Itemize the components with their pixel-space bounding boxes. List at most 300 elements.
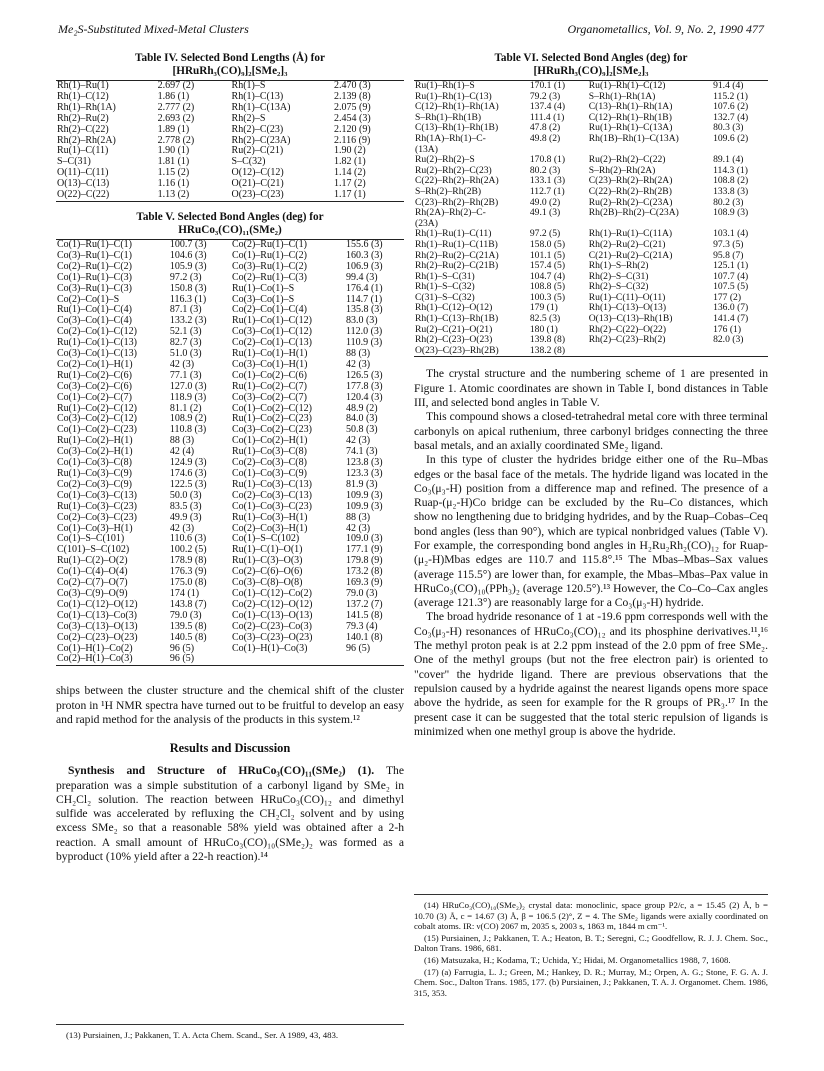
table-row	[414, 346, 768, 357]
bond-value: 97.2 (3)	[169, 271, 202, 283]
table-vi-caption	[414, 52, 768, 78]
footnote: (17) (a) Farrugia, L. J.; Green, M.; Hankey, D. R.; Murray, M.; Orpen, A. G.; Stone, F. G. A. J. Chem. Soc., Dalton Trans. 1985, 177. (b) Pursiainen, J.; Pakkanen, T. A. J. Organomet. Chem. 1986, 315, 353.	[414, 966, 768, 998]
bond-value: 47.8 (2)	[529, 122, 561, 134]
bond-label: Co(1)–Co(3)–C(23)	[231, 500, 312, 512]
bond-label: Co(2)–H(1)–Co(3)	[57, 653, 133, 665]
bond-label: Ru(2)–Rh(2)–C(23A)	[588, 196, 673, 208]
bond-label: Co(3)–C(9)–O(9)	[57, 587, 128, 599]
bond-value: 1.15 (2)	[157, 167, 190, 179]
bond-value: 80.2 (3)	[529, 164, 561, 176]
bond-value: 101.1 (5)	[529, 249, 566, 261]
bond-label: Co(1)–Co(2)–C(7)	[57, 391, 132, 403]
bond-value: 106.9 (3)	[345, 260, 383, 272]
bond-value: 177.1 (9)	[345, 544, 383, 556]
bond-label: Rh(1)–Ru(1)–C(11A)	[588, 228, 673, 240]
bond-label: Rh(2)–C(23A)	[231, 134, 291, 146]
bond-value: 104.6 (3)	[169, 249, 207, 261]
bond-value: 49.9 (3)	[169, 511, 202, 523]
bond-value	[712, 346, 768, 357]
bond-label: Co(1)–C(4)–O(4)	[57, 566, 128, 578]
bond-value: 160.3 (3)	[345, 249, 383, 261]
bond-label: Rh(2A)–Rh(2)–C-	[415, 207, 486, 219]
bond-label: Ru(1)–Co(3)–H(1)	[231, 511, 308, 523]
bond-label: Ru(2)–Rh(2)–C(22)	[588, 154, 666, 166]
bond-value: 140.1 (8)	[345, 631, 383, 643]
bond-value: 178.9 (8)	[169, 555, 207, 567]
table-row	[56, 654, 404, 665]
bond-value: 49.8 (2)	[529, 132, 561, 144]
bond-label: Co(2)–Co(3)–C(13)	[231, 489, 312, 501]
table-iv	[56, 52, 404, 202]
bond-label: Ru(1)–Co(1)–C(4)	[57, 304, 132, 316]
table-row	[56, 633, 404, 644]
bond-value: 2.075 (9)	[334, 101, 371, 113]
bond-value: 132.7 (4)	[713, 111, 749, 123]
bond-value: 126.5 (3)	[345, 369, 383, 381]
bond-label: O(22)–C(22)	[57, 189, 110, 201]
footnote: (13) Pursiainen, J.; Pakkanen, T. A. Acta Chem. Scand., Ser. A 1989, 43, 483.	[66, 1030, 339, 1040]
bond-value: 81.1 (2)	[169, 402, 202, 414]
bond-label: Co(3)–Co(1)–H(1)	[231, 358, 308, 370]
bond-label: Co(1)–Co(3)–C(13)	[57, 489, 137, 501]
bond-label: Co(3)–Co(2)–C(12)	[57, 413, 137, 425]
bond-value: 109.0 (3)	[345, 533, 383, 545]
bond-value: 137.2 (7)	[345, 598, 383, 610]
bond-value: 50.0 (3)	[169, 489, 202, 501]
bond-label: Rh(2)–S	[231, 112, 266, 124]
bond-value: 108.9 (2)	[169, 413, 207, 425]
bond-value: 120.4 (3)	[345, 391, 383, 403]
bond-label: Ru(1)–C(11)	[57, 145, 109, 157]
bond-value: 137.4 (4)	[529, 101, 566, 113]
bond-label: Ru(1)–Rh(1)–C(13A)	[588, 122, 673, 134]
bond-label: Ru(1)–C(1)–O(1)	[231, 544, 303, 556]
table-row	[56, 273, 404, 284]
footnote-rule	[414, 894, 768, 895]
bond-value: 141.4 (7)	[713, 313, 749, 325]
bond-label: Ru(1)–Co(1)–H(1)	[231, 348, 308, 360]
bond-value: 139.5 (8)	[169, 620, 207, 632]
paragraph-hydride-resonance: The broad hydride resonance of 1 at -19.6 ppm corresponds well with the Co₃(μ₃-H) resonances of HRuCo₃(CO)₁₂ and its phosphine derivatives.¹¹,¹⁶ The methyl proton peak is at 2.2 ppm instead of the 2.0 ppm of free SMe₂. One of the methyl groups (but not the free electron pair) is oriented to "cover" the hydride ligand. There are previous observations that the repulsion caused by a hydride against the nearest ligands opens more space above the hydride, as seen for example for the R groups of PR₃.¹⁷ In the present case it can be suggested that the total steric repulsion of ligands is minimized when one methyl group is above the hydride.	[414, 610, 768, 738]
bond-label: S–Rh(2)–Rh(2A)	[588, 164, 656, 176]
table-row	[414, 208, 768, 219]
paragraph-metal-core: This compound shows a closed-tetrahedral metal core with three terminal carbonyls on apical ruthenium, three carbonyl bridges connecting the three basal metals, and an axially coordinated SMe₂ ligand.	[414, 410, 768, 452]
bond-value: 143.8 (7)	[169, 598, 207, 610]
bond-value: 133.2 (3)	[169, 315, 207, 327]
bond-label: Ru(2)–Rh(2)–S	[415, 154, 475, 166]
bond-value: 1.82 (1)	[334, 156, 366, 168]
table-row	[56, 622, 404, 633]
paragraph-continued: ships between the cluster structure and the chemical shift of the cluster proton in ¹H NMR spectra have turned out to be fruitful to develop an easy and rapid method for the analysis of the products in this system.¹²	[56, 684, 404, 726]
bond-label: Co(1)–Co(2)–C(12)	[231, 402, 312, 414]
bond-value: 100.3 (5)	[529, 291, 566, 303]
bond-value: 1.16 (1)	[157, 178, 190, 190]
bond-value: 139.8 (8)	[529, 334, 566, 346]
bond-label: Ru(1)–Co(1)–S	[231, 282, 295, 294]
section-title: Results and Discussion	[169, 741, 291, 756]
bond-label: Ru(1)–Rh(1)–C(13)	[415, 90, 492, 102]
bond-label: Co(3)–Co(1)–C(12)	[231, 326, 312, 338]
bond-value: 49.1 (3)	[529, 207, 561, 219]
bond-label: Co(2)–Co(3)–C(9)	[57, 478, 132, 490]
bond-label: Co(1)–Ru(1)–C(1)	[57, 238, 132, 250]
bond-label: Co(2)–Co(1)–C(4)	[231, 304, 307, 316]
bond-label: (13A)	[415, 143, 438, 155]
bond-value: 179 (1)	[529, 302, 558, 314]
bond-value: 110.6 (3)	[169, 533, 207, 545]
bond-value: 88 (3)	[169, 435, 195, 447]
bond-label: Rh(2)–S–C(31)	[588, 270, 649, 282]
bond-value: 80.2 (3)	[713, 196, 744, 208]
bond-value: 2.697 (2)	[157, 80, 195, 91]
bond-value: 111.4 (1)	[529, 111, 565, 123]
bond-value: 103.1 (4)	[713, 228, 749, 240]
bond-label: Co(2)–C(6)–O(6)	[231, 566, 303, 578]
bond-label: C(12)–Rh(1)–Rh(1B)	[588, 111, 672, 123]
bond-label: Ru(1)–Co(3)–C(9)	[57, 468, 132, 479]
bond-value: 84.0 (3)	[345, 413, 378, 425]
bond-value: 125.1 (1)	[713, 260, 749, 272]
bond-label: Rh(1)–C(13)–O(13)	[588, 302, 667, 314]
bond-value: 49.0 (2)	[529, 196, 561, 208]
bond-value: 123.3 (3)	[345, 468, 383, 479]
bond-value: 170.8 (1)	[529, 154, 566, 166]
bond-value: 141.5 (8)	[345, 609, 383, 621]
bond-value: 122.5 (3)	[169, 478, 207, 490]
bond-value: 100.7 (3)	[169, 238, 207, 250]
bond-value: 174.6 (3)	[169, 468, 207, 479]
table-v-caption	[56, 211, 404, 237]
bond-value: 107.5 (5)	[713, 281, 749, 293]
table-iv-caption	[56, 52, 404, 78]
bond-value: 133.8 (3)	[713, 185, 749, 197]
bond-value: 105.9 (3)	[169, 260, 207, 272]
bond-label: Ru(1)–Co(3)–C(23)	[57, 500, 137, 512]
bond-value: 42 (3)	[345, 435, 371, 447]
bond-label: Ru(1)–C(11)–O(11)	[588, 291, 666, 303]
bond-label: Co(3)–C(23)–O(23)	[231, 631, 313, 643]
table-v	[56, 211, 404, 666]
bond-label: Ru(1)–Co(1)–C(12)	[231, 315, 312, 327]
bond-label: Rh(1)–S–C(32)	[415, 281, 475, 293]
bond-label: Co(1)–Co(3)–H(1)	[57, 522, 133, 534]
table-iv-body	[56, 80, 404, 202]
bond-label: Co(3)–Co(2)–H(1)	[57, 446, 133, 458]
bond-value: 89.1 (4)	[713, 154, 744, 166]
bond-label: C(23)–Rh(2)–Rh(2A)	[588, 175, 673, 187]
bond-value: 77.1 (3)	[169, 369, 202, 381]
bond-value: 96 (5)	[169, 653, 195, 665]
running-head	[58, 22, 764, 38]
table-vi-caption-line2: [HRuRh₃(CO)₉]₂[SMe₂]₃	[533, 65, 649, 77]
bond-label: O(23)–C(23)	[231, 189, 284, 201]
bond-label: Co(3)–Co(1)–C(4)	[57, 315, 132, 327]
bond-label: Co(2)–C(7)–O(7)	[57, 577, 128, 589]
bond-value: 114.3 (1)	[713, 164, 748, 176]
bond-label: Rh(2)–C(23)–Rh(2)	[588, 334, 666, 346]
bond-value: 1.17 (2)	[334, 178, 366, 190]
bond-label: Ru(1)–Rh(1)–C(12)	[588, 80, 666, 91]
bond-value: 95.8 (7)	[713, 249, 744, 261]
bond-label	[228, 654, 345, 665]
table-v-caption-line1: Table V. Selected Bond Angles (deg) for	[136, 210, 324, 223]
bond-label: Co(3)–Co(1)–S	[231, 293, 295, 305]
bond-label: Co(1)–Co(3)–C(8)	[57, 457, 132, 469]
bond-value: 109.9 (3)	[345, 489, 383, 501]
table-row	[56, 393, 404, 404]
bond-value: 96 (5)	[345, 642, 371, 654]
bond-value: 110.8 (3)	[169, 424, 207, 436]
bond-label: Co(2)–Co(1)–H(1)	[57, 358, 133, 370]
bond-label: Ru(1)–Co(1)–C(13)	[57, 337, 137, 349]
bond-value: 115.2 (1)	[713, 90, 748, 102]
bond-value: 157.4 (5)	[529, 260, 566, 272]
bond-label: C(21)–Ru(2)–C(21A)	[588, 249, 673, 261]
bond-label: Rh(1)–Ru(1)–C(11B)	[415, 238, 498, 250]
bond-label: Rh(1)–C(12)–O(12)	[415, 302, 493, 314]
table-vi-body	[414, 80, 768, 357]
bond-label: Rh(2)–C(23)	[231, 123, 284, 135]
bond-label: O(12)–C(12)	[231, 167, 284, 179]
bond-label: Co(1)–Co(2)–C(23)	[57, 424, 137, 436]
bond-value: 79.3 (4)	[345, 620, 378, 632]
table-vi	[414, 52, 768, 357]
table-row	[56, 114, 404, 125]
bond-label: Rh(2)–Ru(2)	[57, 112, 109, 124]
bond-value: 88 (3)	[345, 511, 371, 523]
bond-label: Co(3)–Ru(1)–C(2)	[231, 260, 307, 272]
table-row	[414, 134, 768, 145]
bond-value: 176.4 (1)	[345, 282, 383, 294]
bond-value: 88 (3)	[345, 348, 371, 360]
bond-label: Rh(1)–Ru(1)	[57, 80, 109, 91]
bond-label: Co(3)–Co(2)–C(23)	[231, 424, 312, 436]
table-iv-caption-line1: Table IV. Selected Bond Lengths (Å) for	[135, 52, 325, 64]
bond-label: Co(3)–C(8)–O(8)	[231, 577, 303, 589]
bond-label: Rh(1)–Rh(1A)	[57, 101, 116, 113]
bond-label: Co(2)–C(12)–O(12)	[231, 598, 313, 610]
bond-label: S–Rh(2)–Rh(2B)	[415, 185, 482, 197]
bond-label: Rh(1)–S–Rh(2)	[588, 260, 649, 272]
bond-label: S–C(32)	[231, 156, 266, 168]
bond-value: 116.3 (1)	[169, 293, 207, 305]
bond-label: Co(3)–Ru(1)–C(1)	[57, 249, 132, 261]
bond-value: 50.8 (3)	[345, 424, 378, 436]
bond-value: 83.0 (3)	[345, 315, 378, 327]
bond-label: Co(2)–Co(1)–C(13)	[231, 337, 312, 349]
bond-value: 1.81 (1)	[157, 156, 190, 168]
bond-label: Rh(2)–Ru(2)–C(21)	[588, 238, 666, 250]
bond-value: 112.7 (1)	[529, 185, 565, 197]
bond-label: O(11)–C(11)	[57, 167, 109, 179]
subsection-heading: Synthesis and Structure of HRuCo₃(CO)₁₁(SMe₂) (1).	[68, 764, 375, 778]
bond-value: 48.9 (2)	[345, 402, 378, 414]
bond-value: 175.0 (8)	[169, 577, 207, 589]
bond-label: Co(2)–Co(3)–C(23)	[57, 511, 137, 523]
bond-value: 82.0 (3)	[713, 334, 744, 346]
bond-label: Co(2)–Co(3)–H(1)	[231, 522, 308, 534]
bond-label: Co(2)–Ru(1)–C(3)	[231, 271, 307, 283]
bond-label: Rh(1A)–Rh(1)–C-	[415, 132, 486, 144]
bond-value: 87.1 (3)	[169, 304, 202, 316]
bond-value: 83.5 (3)	[169, 500, 202, 512]
bond-value: 42 (3)	[345, 358, 371, 370]
bond-value: 52.1 (3)	[169, 326, 202, 338]
bond-value: 2.777 (2)	[157, 101, 195, 113]
bond-label: Co(2)–C(23)–O(23)	[57, 631, 138, 643]
bond-value: 51.0 (3)	[169, 348, 202, 360]
bond-label: C(23)–Rh(2)–Rh(2B)	[415, 196, 499, 208]
bond-value: 82.7 (3)	[169, 337, 202, 349]
bond-label: Ru(2)–C(21)	[231, 145, 284, 157]
table-row	[56, 502, 404, 513]
bond-label: Co(3)–Co(1)–C(13)	[57, 348, 137, 360]
bond-value: 100.2 (5)	[169, 544, 207, 556]
bond-value: 124.9 (3)	[169, 457, 207, 469]
bond-value: 118.9 (3)	[169, 391, 207, 403]
footnote: (16) Matsuzaka, H.; Kodama, T.; Uchida, Y.; Hidai, M. Organometallics 1988, 7, 1608.	[424, 954, 731, 965]
right-column	[414, 52, 768, 739]
bond-value: 74.1 (3)	[345, 446, 378, 458]
bond-label: Rh(2)–Ru(2)–C(21B)	[415, 260, 499, 272]
table-row	[414, 240, 768, 251]
bond-label: Co(1)–C(13)–Co(3)	[57, 609, 137, 621]
bond-label: Co(1)–C(12)–Co(2)	[231, 587, 312, 599]
table-row	[56, 190, 404, 201]
bond-value: 158.0 (5)	[529, 238, 566, 250]
bond-label: Co(1)–C(13)–O(13)	[231, 609, 313, 621]
paragraph-hydrides: In this type of cluster the hydrides bridge either one of the Ru–Mbas edges or the basal face of the metals. The hydride ligand was located in the Co₃(μ₃-H) position from a difference map and refined. The presence of a Ruap-(μ₂-H)Co bridge can be excluded by the Ru–Co distances, which show no lengthening due to bridging hydrides, and by the Ruap–Cobas–Ceq bond angles (less than 90°), which are typical nonbridged values (Table V). For example, the corresponding bond angles in H₂Ru₂Rh₂(CO)₁₂ for Ruap-(μ₂-H)Mbas edges are 110.7 and 115.8°.¹⁵ The Mbas–Mbas–Sax values (average 115.5°) are lower than, for example, the Mbas–Mbas–Pax value in HRuCo₃(CO)₁₀(PPh₃)₂ (average 120.5°).¹³ However, the Co–Co–Cax angles (average 121.3°) are reasonably large for a Co₃(μ₃-H) hydride.	[414, 453, 768, 610]
bond-value: 1.17 (1)	[334, 189, 366, 201]
bond-value: 1.14 (2)	[334, 167, 366, 179]
bond-value: 2.693 (2)	[157, 112, 195, 124]
bond-label: C(13)–Rh(1)–Rh(1A)	[588, 101, 673, 113]
bond-label: Co(3)–Co(2)–C(6)	[57, 380, 132, 392]
bond-label: Rh(1B)–Rh(1)–C(13A)	[588, 132, 679, 144]
bond-label: Co(2)–Ru(1)–C(1)	[231, 238, 307, 250]
bond-label: Co(2)–Co(1)–S	[57, 293, 120, 305]
bond-value: 42 (3)	[345, 522, 371, 534]
bond-value: 140.5 (8)	[169, 631, 207, 643]
bond-label: Ru(1)–Co(2)–C(12)	[57, 402, 137, 414]
table-row	[56, 284, 404, 295]
bond-label: (23A)	[415, 217, 438, 229]
bond-label: Ru(1)–Co(2)–C(23)	[231, 413, 312, 425]
bond-label: Rh(1)–S–C(31)	[415, 270, 475, 282]
bond-label: Co(1)–C(12)–O(12)	[57, 598, 138, 610]
bond-label: Rh(1)–C(13)–Rh(1B)	[415, 313, 499, 325]
bond-label: Ru(2)–Rh(2)–C(23)	[415, 164, 492, 176]
left-column	[56, 52, 404, 864]
bond-value: 42 (3)	[169, 358, 195, 370]
bond-label: S–C(31)	[57, 156, 91, 168]
bond-value: 1.90 (1)	[157, 145, 190, 157]
bond-label: Rh(1)–C(13A)	[231, 101, 291, 113]
bond-label: Rh(1)–Ru(1)–C(11)	[415, 228, 492, 240]
bond-value: 1.89 (1)	[157, 123, 190, 135]
bond-value: 108.9 (3)	[713, 207, 749, 219]
table-row	[414, 187, 768, 198]
bond-label: Ru(2)–C(21)–O(21)	[415, 323, 493, 335]
bond-label: Co(2)–Co(3)–C(8)	[231, 457, 307, 469]
bond-label: Ru(1)–C(2)–O(2)	[57, 555, 128, 567]
paragraph-synthesis-text: The preparation was a simple substitution of a carbonyl ligand by SMe₂ in CH₂Cl₂ solution. The reaction between HRuCo₃(CO)₁₂ and dimethyl sulfide was accelerated by refluxing the CH₂Cl₂ solvent and by using excess SMe₂ so that a reasonable 58% yield was obtained after a 2-h reaction. A small amount of HRuCo₃(CO)₁₀(SMe₂)₂ was formed as a byproduct (10% yield after a 22-h reaction).¹⁴	[56, 764, 404, 863]
bond-label: Ru(1)–Co(2)–C(7)	[231, 380, 307, 392]
bond-label: O(23)–C(23)–Rh(2B)	[415, 344, 499, 356]
bond-label: Co(1)–Ru(1)–C(2)	[231, 249, 307, 261]
bond-value: 1.13 (2)	[157, 189, 190, 201]
bond-value: 107.6 (2)	[713, 101, 749, 113]
bond-value: 80.3 (3)	[713, 122, 744, 134]
bond-value: 133.1 (3)	[529, 175, 566, 187]
bond-value: 104.7 (4)	[529, 270, 566, 282]
paragraph-synthesis	[56, 764, 404, 864]
bond-label: C(31)–S–C(32)	[415, 291, 475, 303]
bond-value: 2.120 (9)	[334, 123, 371, 135]
bond-value: 79.0 (3)	[169, 609, 202, 621]
footnote: (15) Pursiainen, J.; Pakkanen, T. A.; Heaton, B. T.; Seregni, C.; Goodfellow, R. J. J. Chem. Soc., Dalton Trans. 1986, 681.	[414, 932, 768, 954]
bond-label: C(22)–Rh(2)–Rh(2B)	[588, 185, 672, 197]
bond-label: Ru(1)–C(3)–O(3)	[231, 555, 303, 567]
footnote-rule	[56, 1024, 404, 1025]
bond-label: Ru(1)–Co(2)–H(1)	[57, 435, 133, 447]
bond-value: 42 (4)	[169, 446, 195, 458]
bond-value: 174 (1)	[169, 587, 200, 599]
bond-label: Rh(2)–C(23)–O(23)	[415, 334, 493, 346]
bond-value: 176 (1)	[713, 323, 742, 335]
bond-label: C(12)–Rh(1)–Rh(1A)	[415, 101, 499, 113]
bond-value: 91.4 (4)	[713, 80, 744, 91]
bond-label: Rh(2)–Rh(2A)	[57, 134, 116, 146]
bond-value: 150.8 (3)	[169, 282, 207, 294]
running-head-title: Me₂S-Substituted Mixed-Metal Clusters	[58, 22, 249, 36]
bond-value: 169.3 (9)	[345, 577, 383, 589]
bond-label: Rh(2B)–Rh(2)–C(23A)	[588, 207, 679, 219]
bond-label: Rh(2)–C(22)–O(22)	[588, 323, 667, 335]
right-body-text	[414, 367, 768, 739]
bond-value: 107.7 (4)	[713, 270, 749, 282]
bond-value: 135.8 (3)	[345, 304, 383, 316]
bond-label: O(13)–C(13)–Rh(1B)	[588, 313, 673, 325]
bond-value: 79.0 (3)	[345, 587, 378, 599]
bond-value: 108.8 (2)	[713, 175, 749, 187]
table-row	[56, 513, 404, 524]
bond-value: 2.470 (3)	[334, 80, 371, 91]
bond-label: Co(3)–Co(2)–C(7)	[231, 391, 307, 403]
bond-value: 109.9 (3)	[345, 500, 383, 512]
bond-label: Co(1)–H(1)–Co(2)	[57, 642, 133, 654]
bond-label	[585, 346, 712, 357]
bond-label: Co(1)–Co(3)–C(9)	[231, 468, 307, 479]
table-v-caption-line2: HRuCo₃(CO)₁₁(SMe₂)	[178, 223, 282, 236]
bond-value: 108.8 (5)	[529, 281, 566, 293]
bond-value: 127.0 (3)	[169, 380, 207, 392]
bond-value: 112.0 (3)	[345, 326, 383, 338]
paragraph-crystal-structure: The crystal structure and the numbering scheme of 1 are presented in Figure 1. Atomic coordinates are shown in Table I, bond distances in Table III, and selected bond angles in Table V.	[414, 367, 768, 410]
bond-label: Co(1)–Co(2)–H(1)	[231, 435, 308, 447]
bond-value: 99.4 (3)	[345, 271, 378, 283]
bond-label: O(13)–C(13)	[57, 178, 110, 190]
bond-label: Rh(1)–S	[231, 80, 266, 91]
bond-label: Rh(2)–Ru(2)–C(21A)	[415, 249, 499, 261]
bond-value: 173.2 (8)	[345, 566, 383, 578]
bond-value: 96 (5)	[169, 642, 195, 654]
footnotes-left	[56, 1024, 404, 1042]
bond-label: Rh(2)–S–C(32)	[588, 281, 649, 293]
bond-value: 179.8 (9)	[345, 555, 383, 567]
bond-value: 81.9 (3)	[345, 478, 378, 490]
bond-value: 2.778 (2)	[157, 134, 195, 146]
